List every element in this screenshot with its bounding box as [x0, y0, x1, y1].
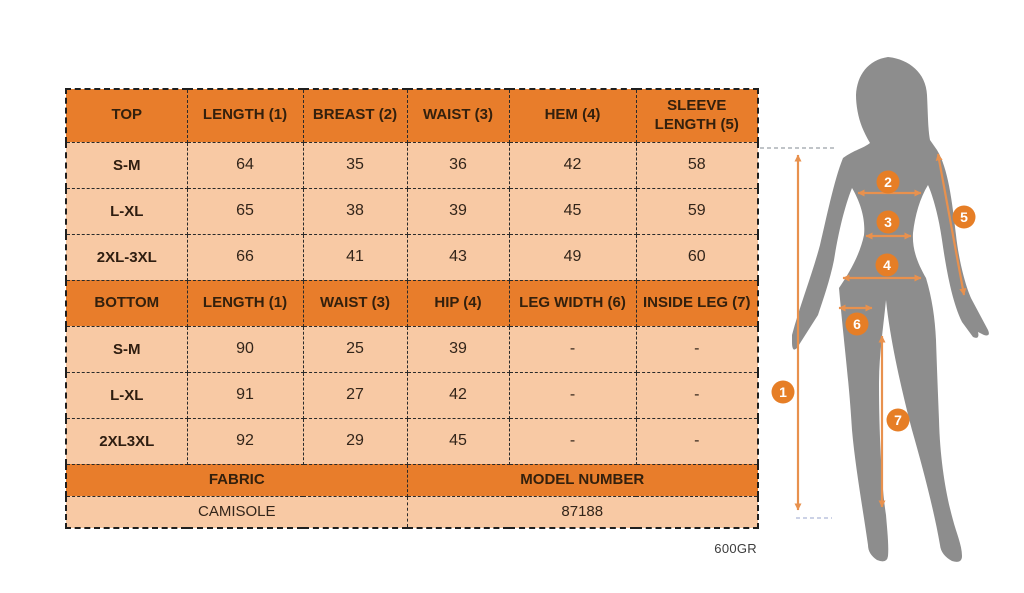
cell-value: - — [636, 326, 758, 372]
fabric-header: FABRIC — [66, 464, 407, 496]
top-header-row — [66, 89, 758, 142]
col-header-waist: WAIST (3) — [303, 280, 407, 326]
model-number-header: MODEL NUMBER — [407, 464, 758, 496]
footer-header-row — [66, 464, 758, 496]
table-row — [66, 372, 758, 418]
table-row — [66, 188, 758, 234]
cell-value: 90 — [187, 326, 303, 372]
table-row — [66, 234, 758, 280]
table-row — [66, 326, 758, 372]
cell-value: 35 — [303, 142, 407, 188]
cell-value: 58 — [636, 142, 758, 188]
col-header-length: LENGTH (1) — [187, 280, 303, 326]
measurement-figure — [760, 40, 1024, 580]
measure-marker-3 — [877, 211, 900, 234]
col-header-top: TOP — [66, 89, 187, 142]
cell-value: 25 — [303, 326, 407, 372]
cell-value: 39 — [407, 188, 509, 234]
cell-value: 66 — [187, 234, 303, 280]
col-header-sleeve-length: SLEEVE LENGTH (5) — [636, 89, 758, 142]
size-label: L-XL — [66, 372, 187, 418]
table-row — [66, 418, 758, 464]
bottom-header-row — [66, 280, 758, 326]
cell-value: 91 — [187, 372, 303, 418]
weight-note: 600GR — [714, 541, 757, 556]
marker-number-4: 4 — [883, 257, 891, 273]
marker-number-7: 7 — [894, 412, 902, 428]
col-header-leg-width: LEG WIDTH (6) — [509, 280, 636, 326]
cell-value: 64 — [187, 142, 303, 188]
col-header-breast: BREAST (2) — [303, 89, 407, 142]
size-label: S-M — [66, 326, 187, 372]
measure-marker-4 — [876, 254, 899, 277]
cell-value: 36 — [407, 142, 509, 188]
cell-value: 45 — [509, 188, 636, 234]
cell-value: 27 — [303, 372, 407, 418]
cell-value: 60 — [636, 234, 758, 280]
marker-number-5: 5 — [960, 209, 968, 225]
cell-value: 59 — [636, 188, 758, 234]
size-table — [65, 88, 759, 529]
col-header-hem: HEM (4) — [509, 89, 636, 142]
measure-marker-6 — [846, 313, 869, 336]
measure-marker-2 — [877, 171, 900, 194]
size-label: 2XL-3XL — [66, 234, 187, 280]
marker-number-3: 3 — [884, 214, 892, 230]
measure-marker-1 — [772, 381, 795, 404]
marker-number-6: 6 — [853, 316, 861, 332]
cell-value: 49 — [509, 234, 636, 280]
fabric-value: CAMISOLE — [66, 496, 407, 528]
col-header-length: LENGTH (1) — [187, 89, 303, 142]
cell-value: - — [509, 326, 636, 372]
cell-value: - — [509, 372, 636, 418]
cell-value: - — [636, 372, 758, 418]
cell-value: 42 — [407, 372, 509, 418]
cell-value: 42 — [509, 142, 636, 188]
cell-value: 92 — [187, 418, 303, 464]
cell-value: 43 — [407, 234, 509, 280]
col-header-inside-leg: INSIDE LEG (7) — [636, 280, 758, 326]
footer-value-row — [66, 496, 758, 528]
size-label: S-M — [66, 142, 187, 188]
cell-value: - — [509, 418, 636, 464]
cell-value: 41 — [303, 234, 407, 280]
cell-value: - — [636, 418, 758, 464]
cell-value: 38 — [303, 188, 407, 234]
col-header-hip: HIP (4) — [407, 280, 509, 326]
cell-value: 65 — [187, 188, 303, 234]
size-label: L-XL — [66, 188, 187, 234]
col-header-waist: WAIST (3) — [407, 89, 509, 142]
female-silhouette-graphic — [792, 57, 989, 562]
cell-value: 29 — [303, 418, 407, 464]
marker-number-1: 1 — [779, 384, 787, 400]
marker-number-2: 2 — [884, 174, 892, 190]
cell-value: 45 — [407, 418, 509, 464]
measure-marker-5 — [953, 206, 976, 229]
cell-value: 39 — [407, 326, 509, 372]
size-label: 2XL3XL — [66, 418, 187, 464]
measure-marker-7 — [887, 409, 910, 432]
col-header-bottom: BOTTOM — [66, 280, 187, 326]
table-row — [66, 142, 758, 188]
model-number-value: 87188 — [407, 496, 758, 528]
